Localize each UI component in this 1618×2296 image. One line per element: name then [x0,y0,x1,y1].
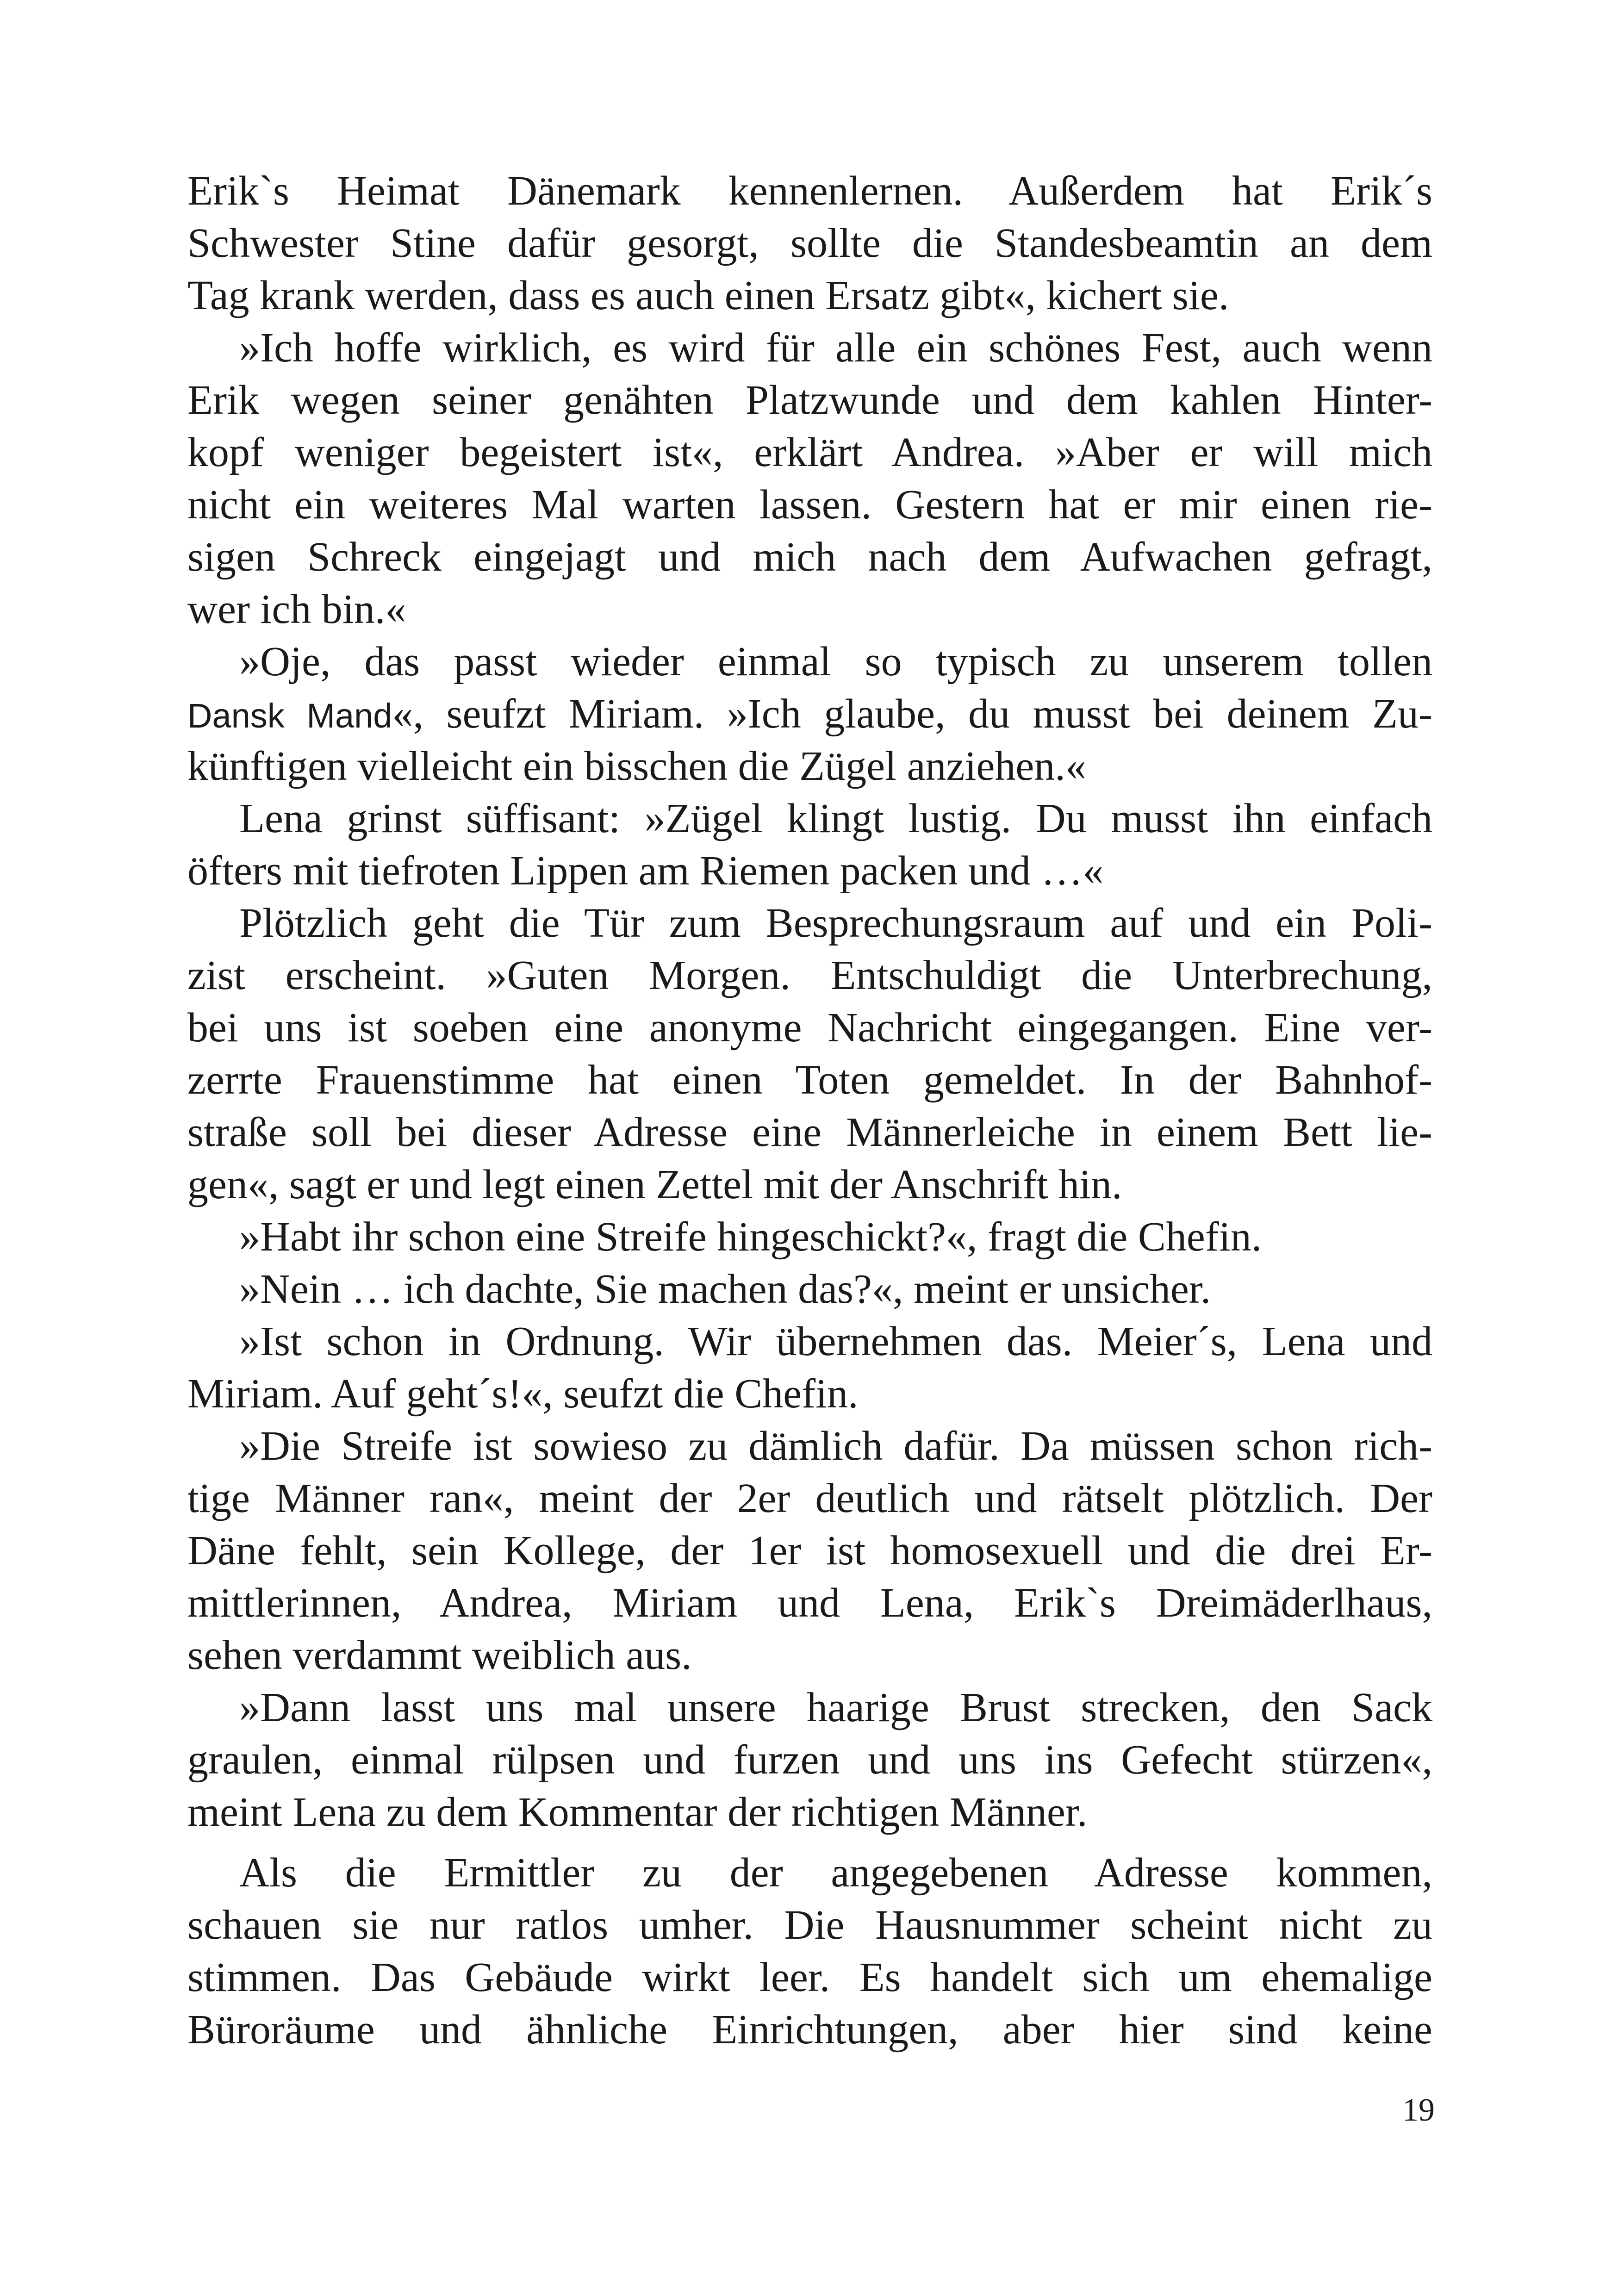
text-line: stimmen. Das Gebäude wirkt leer. Es handelt sich um ehemalige [187,1954,1432,2000]
text-line: straße soll bei dieser Adresse eine Männerleiche in einem Bett lie- [187,1109,1432,1155]
body-text [187,165,1432,2056]
text-line: Miriam. Auf geht´s!«, seufzt die Chefin. [187,1371,859,1417]
text-line: nicht ein weiteres Mal warten lassen. Gestern hat er mir einen rie- [187,482,1432,528]
text-line: Erik wegen seiner genähten Platzwunde und dem kahlen Hinter- [187,377,1432,423]
text-line: gen«, sagt er und legt einen Zettel mit der Anschrift hin. [187,1162,1122,1207]
text-line: Schwester Stine dafür gesorgt, sollte die Standesbeamtin an dem [187,220,1432,266]
text-line: Tag krank werden, dass es auch einen Ersatz gibt«, kichert sie. [187,273,1229,318]
text-line: künftigen vielleicht ein bisschen die Zügel anziehen.« [187,743,1086,789]
text-line: Plötzlich geht die Tür zum Besprechungsraum auf und ein Poli- [239,900,1432,946]
text-line: schauen sie nur ratlos umher. Die Hausnummer scheint nicht zu [187,1902,1432,1948]
text-line: wer ich bin.« [187,586,406,632]
text-line [187,688,1432,740]
paragraph-gap [187,1838,1432,1847]
text-line: »Die Streife ist sowieso zu dämlich dafür. Da müssen schon rich- [239,1423,1432,1469]
text-line: graulen, einmal rülpsen und furzen und uns ins Gefecht stürzen«, [187,1737,1432,1783]
text-line: sigen Schreck eingejagt und mich nach dem Aufwachen gefragt, [187,534,1432,580]
text-line: öfters mit tiefroten Lippen am Riemen packen und …« [187,848,1104,894]
text-line: Büroräume und ähnliche Einrichtungen, aber hier sind keine [187,2007,1432,2053]
text-line: meint Lena zu dem Kommentar der richtigen Männer. [187,1789,1088,1835]
text-line: »Nein … ich dachte, Sie machen das?«, meint er unsicher. [239,1266,1211,1312]
page-number: 19 [1402,2092,1435,2128]
text-line: Erik`s Heimat Dänemark kennenlernen. Außerdem hat Erik´s [187,168,1432,214]
text-line: tige Männer ran«, meint der 2er deutlich und rätselt plötzlich. Der [187,1475,1432,1521]
text-line: mittlerinnen, Andrea, Miriam und Lena, Erik`s Dreimäderlhaus, [187,1580,1432,1626]
text-line: Als die Ermittler zu der angegebenen Adresse kommen, [239,1850,1432,1896]
text-line: zerrte Frauenstimme hat einen Toten gemeldet. In der Bahnhof- [187,1057,1432,1103]
text-line: »Ist schon in Ordnung. Wir übernehmen das. Meier´s, Lena und [239,1319,1432,1364]
text-line: zist erscheint. »Guten Morgen. Entschuldigt die Unterbrechung, [187,952,1432,998]
text-line: sehen verdammt weiblich aus. [187,1632,692,1678]
foreign-phrase: Dansk Mand [187,697,392,735]
text-line: »Dann lasst uns mal unsere haarige Brust strecken, den Sack [239,1685,1432,1730]
text-line: Lena grinst süffisant: »Zügel klingt lustig. Du musst ihn einfach [239,796,1432,841]
text-line: Däne fehlt, sein Kollege, der 1er ist homosexuell und die drei Er- [187,1528,1432,1574]
text-line: »Ich hoffe wirklich, es wird für alle ein schönes Fest, auch wenn [239,325,1432,371]
text-line: »Habt ihr schon eine Streife hingeschickt?«, fragt die Chefin. [239,1214,1262,1260]
text-line-segment: «, seufzt Miriam. »Ich glaube, du musst bei deinem Zu- [392,691,1433,737]
text-line: »Oje, das passt wieder einmal so typisch zu unserem tollen [239,639,1432,684]
text-line: bei uns ist soeben eine anonyme Nachricht eingegangen. Eine ver- [187,1005,1432,1051]
text-line: kopf weniger begeistert ist«, erklärt Andrea. »Aber er will mich [187,429,1432,475]
